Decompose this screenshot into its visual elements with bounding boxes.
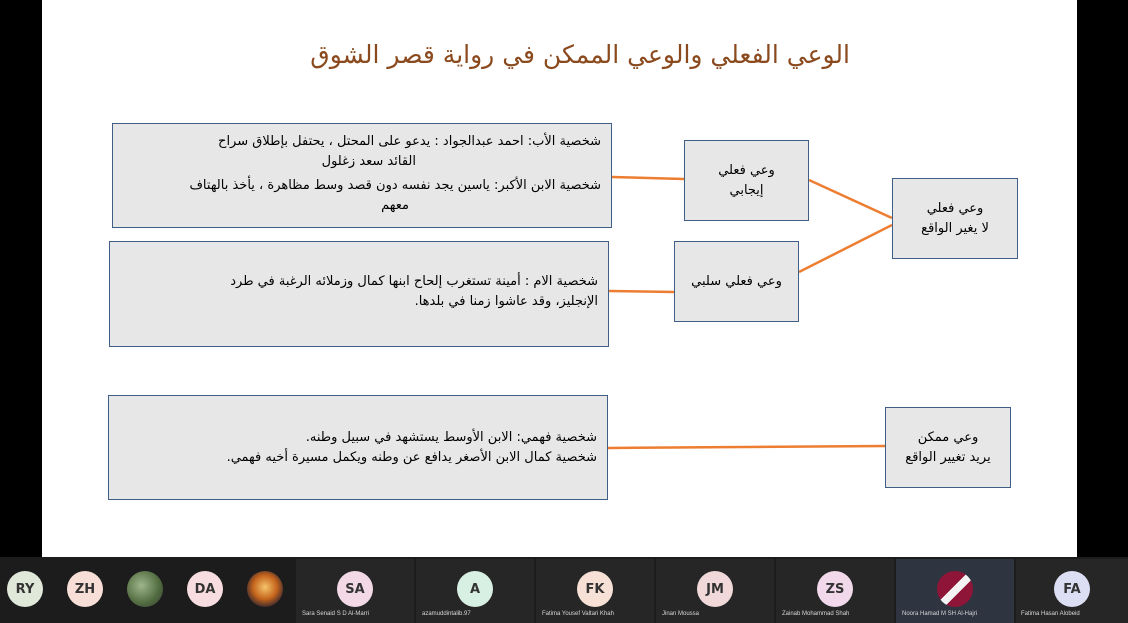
avatar: FA (1054, 571, 1090, 607)
elder-line-1: شخصية الابن الأكبر: ياسين يجد نفسه دون قصد وسط مظاهرة ، يأخذ بالهتاف (189, 178, 601, 193)
participant-tile[interactable] (120, 559, 170, 623)
actual-label-2: لا يغير الواقع (921, 220, 989, 236)
photo-avatar-icon (127, 571, 163, 607)
actual-label-1: وعي فعلي (926, 200, 984, 216)
flag-avatar-icon (937, 571, 973, 607)
participant-tile[interactable] (240, 559, 290, 623)
father-elder-box (112, 123, 612, 228)
participant-tile[interactable] (180, 559, 230, 623)
positive-label-2: إيجابي (729, 182, 764, 198)
sunset-photo-avatar-icon (247, 571, 283, 607)
participant-tile[interactable] (656, 559, 774, 623)
participant-name: Fatima Yousef Valtari Khah (542, 611, 614, 617)
avatar: A (457, 571, 493, 607)
avatar: ZS (817, 571, 853, 607)
father-line-2: القائد سعد زغلول (321, 154, 416, 169)
possible-awareness-box (885, 407, 1011, 488)
participant-tile[interactable] (416, 559, 534, 623)
actual-awareness-box (892, 178, 1018, 259)
mother-line-1: شخصية الام : أمينة تستغرب إلحاح ابنها كمال وزملائه الرغبة في طرد (230, 274, 598, 289)
participant-tile[interactable] (0, 559, 50, 623)
participant-name: Zainab Mohammad Shah (782, 611, 850, 617)
avatar: FK (577, 571, 613, 607)
participant-name: Jinan Moussa (662, 611, 700, 617)
participant-tile[interactable] (60, 559, 110, 623)
fahmy-line-1: شخصية فهمي: الابن الأوسط يستشهد في سبيل وطنه. (305, 430, 597, 445)
avatar: SA (337, 571, 373, 607)
positive-label-1: وعي فعلي (718, 162, 775, 178)
mother-line-2: الإنجليز، وقد عاشوا زمنا في بلدها. (414, 294, 598, 309)
avatar: RY (7, 571, 43, 607)
possible-label-1: وعي ممكن (917, 429, 979, 445)
possible-label-2: يريد تغيير الواقع (905, 449, 991, 465)
participant-tile[interactable] (536, 559, 654, 623)
negative-label: وعي فعلي سلبي (691, 273, 782, 289)
fahmy-kamal-box (108, 395, 608, 500)
avatar: JM (697, 571, 733, 607)
father-line-1: شخصية الأب: احمد عبدالجواد : يدعو على المحتل ، يحتفل بإطلاق سراح (218, 134, 601, 149)
negative-actual-box (674, 241, 799, 322)
participant-name: Sara Senaid S D Al-Marri (302, 611, 370, 617)
slide-title: الوعي الفعلي والوعي الممكن في رواية قصر الشوق (310, 40, 850, 69)
avatar: DA (187, 571, 223, 607)
avatar: ZH (67, 571, 103, 607)
participant-name: Fatima Hasan Alobeid (1021, 611, 1080, 617)
participant-name: azamuddintalib.97 (422, 611, 471, 617)
participant-tile[interactable] (776, 559, 894, 623)
participant-tile[interactable] (1016, 559, 1128, 623)
right-margin (1077, 0, 1128, 557)
participant-tile[interactable] (296, 559, 414, 623)
participant-name: Noora Hamad M SH Al-Hajri (902, 611, 978, 617)
elder-line-2: معهم (381, 198, 409, 213)
positive-actual-box (684, 140, 809, 221)
mother-box (109, 241, 609, 347)
participant-tile-active[interactable] (896, 559, 1014, 623)
kamal-line-2: شخصية كمال الابن الأصغر يدافع عن وطنه ويكمل مسيرة أخيه فهمي. (226, 450, 597, 465)
